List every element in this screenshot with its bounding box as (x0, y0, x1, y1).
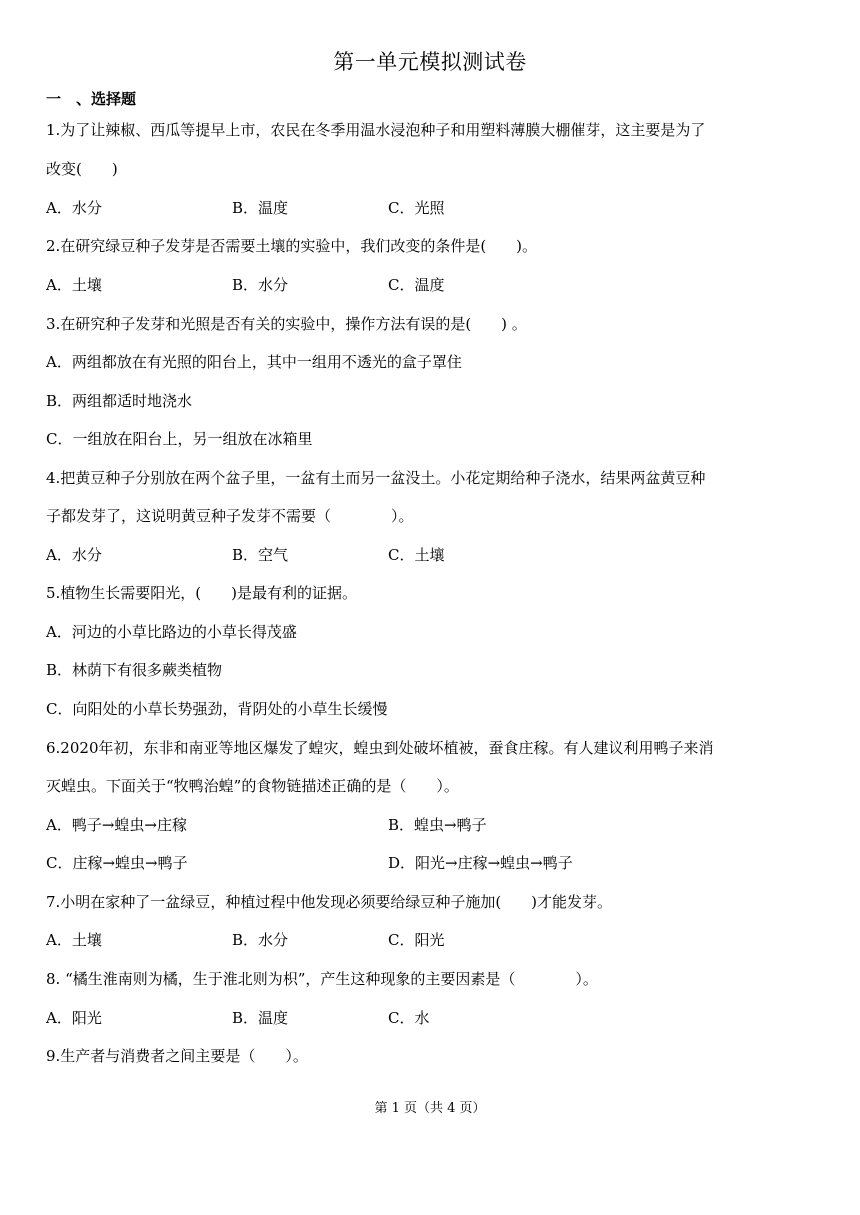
option-b: B．温度 (232, 1009, 289, 1027)
question-text: 2.在研究绿豆种子发芽是否需要土壤的实验中，我们改变的条件是( )。 (46, 237, 538, 255)
page-title: 第一单元模拟测试卷 (333, 50, 527, 74)
option-c: C．阳光 (388, 931, 445, 949)
question-text: 8. “橘生淮南则为橘，生于淮北则为枳”，产生这种现象的主要因素是（ ）。 (46, 970, 598, 988)
option-a: A．水分 (46, 546, 102, 564)
option-a: A．土壤 (46, 276, 102, 294)
option-d: D．阳光→庄稼→蝗虫→鸭子 (388, 854, 573, 872)
option-c: C．温度 (388, 276, 445, 294)
option-a: A．河边的小草比路边的小草长得茂盛 (46, 623, 297, 641)
question-text: 灭蝗虫。下面关于“牧鸭治蝗”的食物链描述正确的是（ ）。 (46, 777, 459, 795)
page-footer: 第 1 页（共 4 页） (374, 1101, 486, 1116)
option-b: B．温度 (232, 199, 289, 217)
option-a: A．阳光 (46, 1009, 102, 1027)
option-a: A．土壤 (46, 931, 102, 949)
question-text: 9.生产者与消费者之间主要是（ ）。 (46, 1047, 308, 1065)
option-b: B．水分 (232, 931, 289, 949)
question-text: 改变( ) (46, 160, 118, 178)
question-text: 6.2020年初，东非和南亚等地区爆发了蝗灾，蝗虫到处破坏植被，蚕食庄稼。有人建议利用鸭子来消 (46, 739, 714, 757)
option-b: B．林荫下有很多蕨类植物 (46, 661, 223, 679)
option-c: C．庄稼→蝗虫→鸭子 (46, 854, 188, 872)
question-text: 7.小明在家种了一盆绿豆，种植过程中他发现必须要给绿豆种子施加( )才能发芽。 (46, 893, 613, 911)
option-b: B．两组都适时地浇水 (46, 392, 193, 410)
question-text: 5.植物生长需要阳光，( )是最有利的证据。 (46, 584, 358, 602)
option-c: C．水 (388, 1009, 430, 1027)
question-text: 1.为了让辣椒、西瓜等提早上市，农民在冬季用温水浸泡种子和用塑料薄膜大棚催芽，这主要是为了 (46, 121, 706, 139)
option-a: A．鸭子→蝗虫→庄稼 (46, 816, 187, 834)
question-text: 4.把黄豆种子分别放在两个盆子里，一盆有土而另一盆没土。小花定期给种子浇水，结果两盆黄豆种 (46, 469, 706, 487)
question-text: 子都发芽了，这说明黄豆种子发芽不需要（ ）。 (46, 507, 414, 525)
section-heading: 一 、选择题 (46, 90, 137, 108)
option-b: B．空气 (232, 546, 289, 564)
option-b: B．水分 (232, 276, 289, 294)
option-c: C．土壤 (388, 546, 445, 564)
option-c: C．光照 (388, 199, 445, 217)
option-a: A．两组都放在有光照的阳台上，其中一组用不透光的盒子罩住 (46, 353, 462, 371)
option-a: A．水分 (46, 199, 102, 217)
option-b: B．蝗虫→鸭子 (388, 816, 487, 834)
option-c: C．一组放在阳台上，另一组放在冰箱里 (46, 430, 313, 448)
option-c: C．向阳处的小草长势强劲，背阴处的小草生长缓慢 (46, 700, 388, 718)
question-text: 3.在研究种子发芽和光照是否有关的实验中，操作方法有误的是( ) 。 (46, 315, 527, 333)
